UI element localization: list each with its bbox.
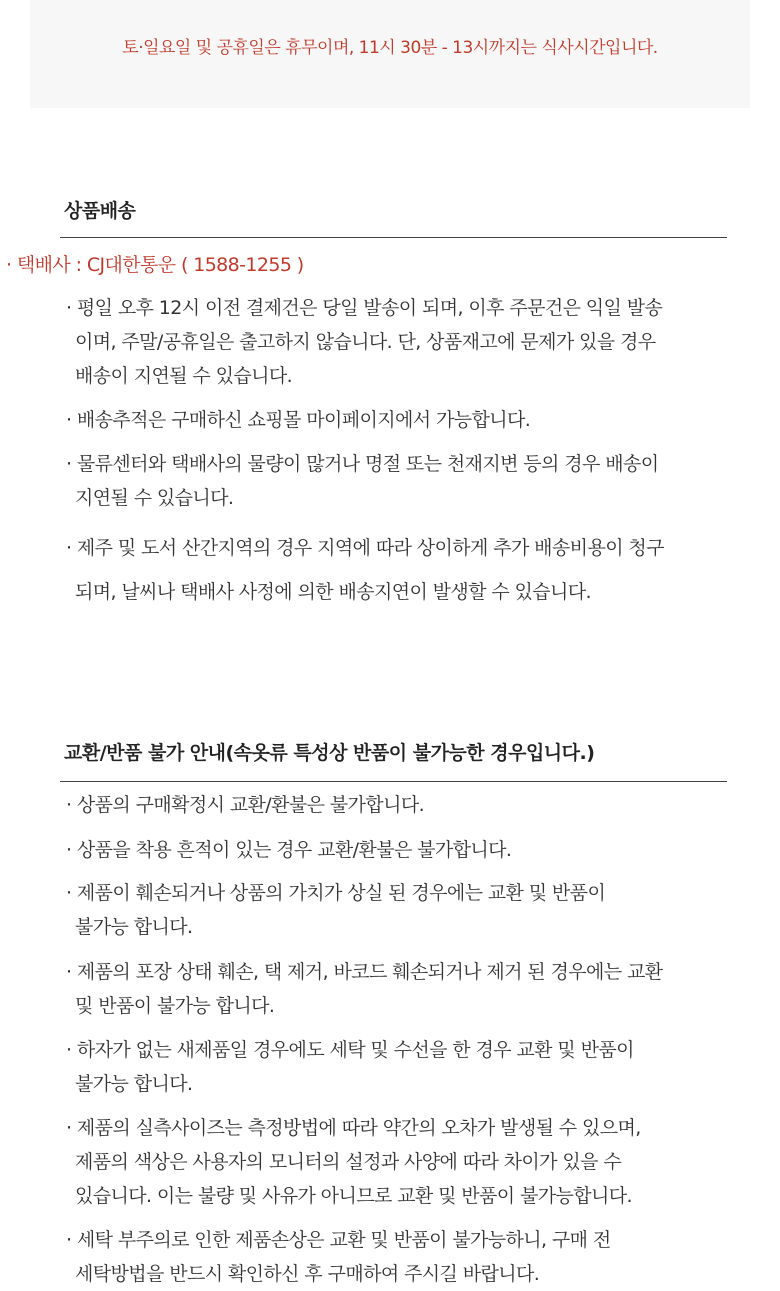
exchange-section-title: 교환/반품 불가 안내(속옷류 특성상 반품이 불가능한 경우입니다.) [64,742,595,764]
list-item-line: 배송이 지연될 수 있습니다. [75,365,293,387]
exchange-item-confirm [66,788,780,822]
exchange-item-washed [66,1033,780,1101]
list-item-line: · 평일 오후 12시 이전 결제건은 당일 발송이 되며, 이후 주문건은 익일 발송 [66,297,663,319]
list-item-line: · 배송추적은 구매하신 쇼핑몰 마이페이지에서 가능합니다. [66,409,531,431]
list-item-line: 불가능 합니다. [75,1073,193,1095]
list-item-line: · 제품이 훼손되거나 상품의 가치가 상실 된 경우에는 교환 및 반품이 [66,882,606,904]
list-item-line: · 제품의 포장 상태 훼손, 택 제거, 바코드 훼손되거나 제거 된 경우에는 교환 [66,961,663,983]
shipping-dispatch-info [66,291,780,393]
list-item-line: 이며, 주말/공휴일은 출고하지 않습니다. 단, 상품재고에 문제가 있을 경우 [75,331,656,353]
exchange-item-laundry [66,1223,780,1291]
shipping-tracking-info [66,403,780,437]
list-item-line: 및 반품이 불가능 합니다. [75,995,275,1017]
list-item-line: 불가능 합니다. [75,916,193,938]
list-item-line: 있습니다. 이는 불량 및 사유가 아니므로 교환 및 반품이 불가능합니다. [75,1185,632,1207]
list-item-line: · 상품의 구매확정시 교환/환불은 불가합니다. [66,794,425,816]
list-item-line: · 세탁 부주의로 인한 제품손상은 교환 및 반품이 불가능하니, 구매 전 [66,1229,611,1251]
shipping-island-info [66,526,780,614]
list-item-line: · 제품의 실측사이즈는 측정방법에 따라 약간의 오차가 발생될 수 있으며, [66,1117,641,1139]
shipping-section [60,196,727,238]
exchange-section-divider [60,781,727,782]
business-hours-notice: 토·일요일 및 공휴일은 휴무이며, 11시 30분 - 13시까지는 식사시간입니다. [122,38,658,58]
shipping-delay-info [66,447,780,515]
list-item-line: 제품의 색상은 사용자의 모니터의 설정과 사양에 따라 차이가 있을 수 [75,1151,622,1173]
list-item-line: · 물류센터와 택배사의 물량이 많거나 명절 또는 천재지변 등의 경우 배송이 [66,453,659,475]
shipping-section-title: 상품배송 [64,200,136,222]
exchange-item-size-color [66,1111,780,1213]
list-item-line: 지연될 수 있습니다. [75,487,234,509]
exchange-item-damaged [66,876,780,944]
list-item-line: 되며, 날씨나 택배사 사정에 의한 배송지연이 발생할 수 있습니다. [75,581,592,603]
shipping-section-divider [60,237,727,238]
list-item-line: · 제주 및 도서 산간지역의 경우 지역에 따라 상이하게 추가 배송비용이 청구 [66,537,664,559]
notice-box [30,0,750,108]
list-item-line: · 하자가 없는 새제품일 경우에도 세탁 및 수선을 한 경우 교환 및 반품이 [66,1039,634,1061]
list-item-line: · 상품을 착용 흔적이 있는 경우 교환/환불은 불가합니다. [66,839,512,861]
exchange-item-packaging [66,955,780,1023]
list-item-line: 세탁방법을 반드시 확인하신 후 구매하여 주시길 바랍니다. [75,1263,540,1285]
exchange-section [60,738,727,782]
list-item-line: · 택배사 : CJ대한통운 ( 1588-1255 ) [6,254,304,276]
shipping-courier-info [6,248,780,282]
exchange-item-worn [66,833,780,867]
